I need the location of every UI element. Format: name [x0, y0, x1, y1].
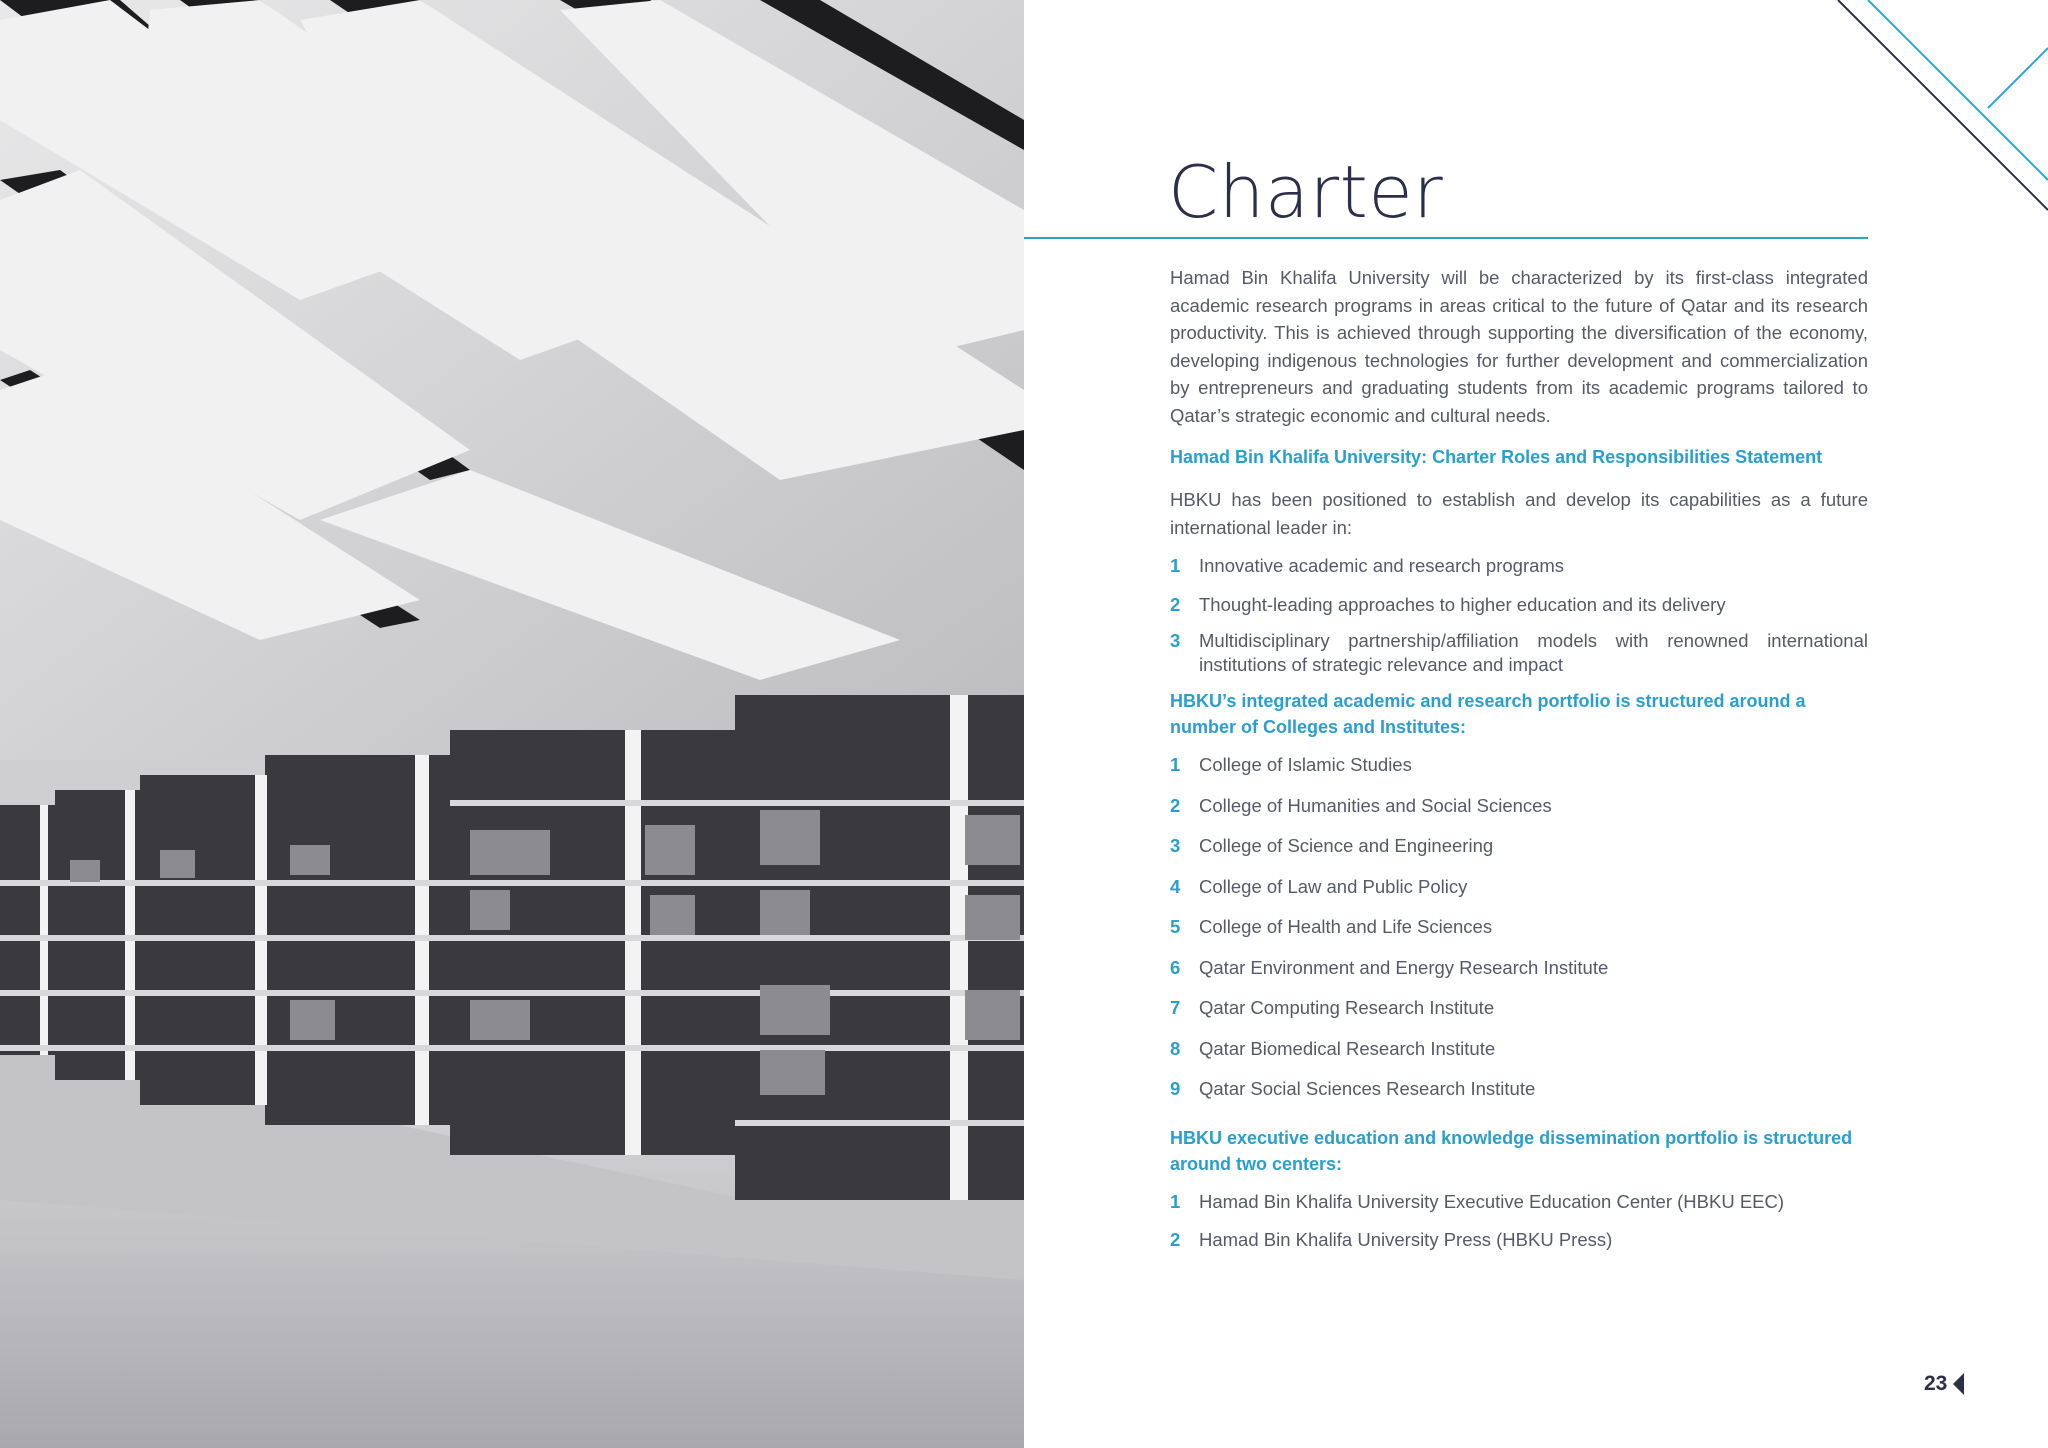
centers-list — [1170, 1188, 1868, 1254]
list-item-text: Multidisciplinary partnership/affiliation models with renowned international institutions of strategic relevance and impact — [1199, 630, 1868, 675]
list-item — [1170, 994, 1868, 1022]
list-item-number: 2 — [1170, 1229, 1181, 1250]
list-item-number: 1 — [1170, 555, 1181, 576]
list-item-number: 2 — [1170, 794, 1181, 816]
section3-heading: HBKU executive education and knowledge dissemination portfolio is structured around two centers: — [1170, 1127, 1853, 1174]
page-number — [1924, 1372, 1964, 1396]
intro-paragraph: Hamad Bin Khalifa University will be characterized by its first-class integrated academic research programs in areas critical to the future of Qatar and its research productivity. This is achieved through supporting the diversification of the economy, developing indigenous technologies for further development and commercialization by entrepreneurs and graduating students from its academic programs tailored to Qatar’s strategic economic and cultural needs. — [1170, 267, 1868, 426]
list-item-text: Innovative academic and research programs — [1199, 555, 1565, 576]
list-item — [1170, 552, 1868, 580]
list-item-number: 3 — [1170, 630, 1181, 651]
list-item — [1170, 629, 1868, 677]
list-item-number: 8 — [1170, 1037, 1181, 1059]
list-item — [1170, 1075, 1868, 1103]
list-item-text: College of Law and Public Policy — [1199, 875, 1468, 897]
list-item-text: College of Islamic Studies — [1199, 754, 1412, 775]
list-item-text: Thought-leading approaches to higher education and its delivery — [1199, 593, 1726, 615]
list-item-number: 9 — [1170, 1078, 1181, 1099]
list-item — [1170, 792, 1868, 820]
list-item — [1170, 751, 1868, 779]
list-item-text: Hamad Bin Khalifa University Executive Education Center (HBKU EEC) — [1199, 1190, 1785, 1212]
list-item-text: Qatar Environment and Energy Research Institute — [1199, 956, 1609, 978]
list-item-number: 1 — [1170, 1190, 1181, 1212]
section1-heading: Hamad Bin Khalifa University: Charter Roles and Responsibilities Statement — [1170, 447, 1823, 467]
colleges-list — [1170, 751, 1868, 1103]
left-arrow-icon — [1953, 1373, 1964, 1395]
list-item-text: College of Health and Life Sciences — [1199, 916, 1493, 937]
list-item-text: Qatar Computing Research Institute — [1199, 997, 1495, 1018]
corner-decoration — [1788, 0, 2048, 270]
roles-list — [1170, 552, 1868, 677]
list-item-text: Qatar Social Sciences Research Institute — [1199, 1078, 1536, 1099]
list-item-text: College of Humanities and Social Sciences — [1199, 794, 1552, 816]
list-item-number: 3 — [1170, 835, 1181, 856]
list-item — [1170, 1226, 1868, 1254]
list-item — [1170, 954, 1868, 982]
list-item — [1170, 1035, 1868, 1063]
list-item — [1170, 832, 1868, 860]
section1-lead: HBKU has been positioned to establish and develop its capabilities as a future international leader in: — [1170, 489, 1868, 538]
title-underline — [1024, 237, 1868, 239]
charter-content — [1170, 264, 1868, 1254]
list-item-number: 5 — [1170, 916, 1181, 937]
list-item-number: 7 — [1170, 997, 1181, 1018]
list-item-number: 6 — [1170, 956, 1181, 978]
section2-heading: HBKU’s integrated academic and research portfolio is structured around a number of Colleges and Institutes: — [1170, 691, 1806, 737]
page-title: Charter — [1168, 150, 1444, 234]
list-item — [1170, 591, 1868, 619]
list-item — [1170, 1188, 1868, 1216]
list-item-number: 1 — [1170, 754, 1181, 775]
list-item-number: 4 — [1170, 875, 1181, 897]
list-item-text: College of Science and Engineering — [1199, 835, 1494, 856]
list-item — [1170, 873, 1868, 901]
list-item-number: 2 — [1170, 593, 1181, 615]
page-number-text: 23 — [1924, 1372, 1948, 1395]
list-item — [1170, 913, 1868, 941]
list-item-text: Hamad Bin Khalifa University Press (HBKU Press) — [1199, 1229, 1613, 1250]
list-item-text: Qatar Biomedical Research Institute — [1199, 1037, 1496, 1059]
